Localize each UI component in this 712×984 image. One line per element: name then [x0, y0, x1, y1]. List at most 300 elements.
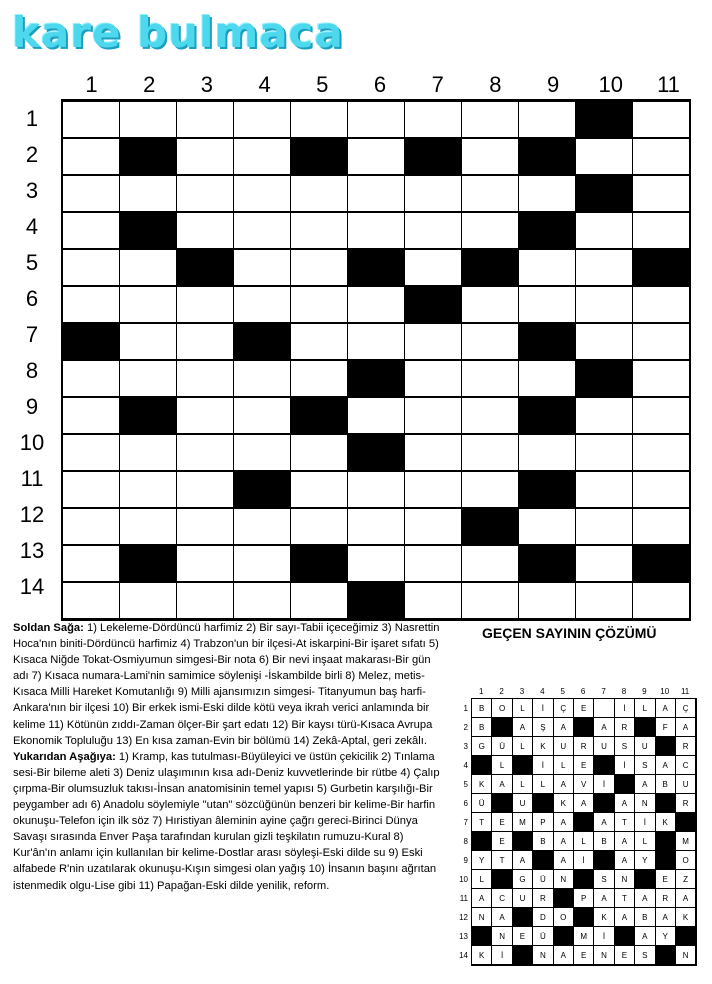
grid-cell[interactable] [177, 176, 233, 211]
across-heading: Soldan Sağa: [13, 622, 84, 634]
grid-cell[interactable] [633, 361, 689, 396]
grid-cell[interactable] [63, 398, 119, 433]
grid-cell[interactable] [177, 287, 233, 322]
grid-cell[interactable] [462, 102, 518, 137]
grid-cell[interactable] [234, 509, 290, 544]
solution-cell: E [615, 946, 635, 965]
row-number: 5 [25, 250, 39, 275]
solution-cell: A [594, 889, 614, 908]
solution-black-cell [656, 737, 676, 756]
crossword-grid[interactable] [61, 99, 691, 621]
grid-cell[interactable] [405, 213, 461, 248]
row-number: 2 [25, 142, 39, 167]
black-cell [348, 583, 404, 618]
grid-cell[interactable] [405, 176, 461, 211]
solution-black-cell [656, 851, 676, 870]
grid-cell[interactable] [405, 509, 461, 544]
solution-black-cell [574, 813, 594, 832]
solution-black-cell [492, 870, 512, 889]
solution-cell: P [574, 889, 594, 908]
solution-cell: S [635, 756, 655, 775]
grid-cell[interactable] [576, 398, 632, 433]
grid-cell[interactable] [291, 176, 347, 211]
solution-cell: A [656, 908, 676, 927]
solution-cell: K [472, 946, 492, 965]
black-cell [348, 361, 404, 396]
grid-row [63, 397, 689, 434]
solution-column-number: 3 [519, 687, 525, 696]
row-number: 11 [20, 466, 44, 491]
grid-cell[interactable] [177, 361, 233, 396]
solution-cell: O [676, 851, 696, 870]
grid-cell[interactable] [120, 102, 176, 137]
grid-cell[interactable] [234, 176, 290, 211]
grid-cell[interactable] [462, 176, 518, 211]
row-number: 4 [25, 214, 39, 239]
black-cell [234, 472, 290, 507]
grid-cell[interactable] [177, 546, 233, 581]
solution-cell: İ [615, 756, 635, 775]
grid-cell[interactable] [576, 472, 632, 507]
solution-column-number: 7 [601, 687, 606, 696]
solution-cell: Ü [533, 927, 553, 946]
row-number: 3 [25, 178, 39, 203]
solution-black-cell [594, 756, 614, 775]
solution-row-number: 12 [459, 913, 468, 922]
grid-cell[interactable] [291, 435, 347, 470]
solution-cell: Ü [533, 870, 553, 889]
logo-title: kare bulmaca [12, 8, 344, 57]
grid-cell[interactable] [405, 546, 461, 581]
grid-cell[interactable] [348, 472, 404, 507]
solution-cell: N [492, 927, 512, 946]
grid-cell[interactable] [234, 250, 290, 285]
grid-cell[interactable] [405, 472, 461, 507]
solution-cell: R [574, 737, 594, 756]
grid-cell[interactable] [120, 324, 176, 359]
black-cell [576, 361, 632, 396]
grid-cell[interactable] [576, 583, 632, 618]
grid-cell[interactable] [63, 102, 119, 137]
solution-cell: A [574, 794, 594, 813]
grid-cell[interactable] [633, 583, 689, 618]
grid-cell[interactable] [576, 435, 632, 470]
solution-cell: T [615, 889, 635, 908]
black-cell [519, 139, 575, 174]
grid-cell[interactable] [63, 361, 119, 396]
grid-cell[interactable] [519, 287, 575, 322]
grid-cell[interactable] [405, 435, 461, 470]
solution-column-number: 1 [478, 687, 484, 696]
grid-cell[interactable] [291, 361, 347, 396]
grid-cell[interactable] [462, 324, 518, 359]
grid-cell[interactable] [576, 287, 632, 322]
grid-cell[interactable] [519, 583, 575, 618]
grid-cell[interactable] [120, 250, 176, 285]
down-clues [13, 749, 445, 894]
solution-cell: K [554, 794, 574, 813]
solution-cell: C [492, 889, 512, 908]
solution-cell: L [472, 870, 492, 889]
grid-row [63, 360, 689, 397]
grid-cell[interactable] [234, 435, 290, 470]
solution-cell: R [676, 737, 696, 756]
solution-cell: N [635, 794, 655, 813]
solution-black-cell [656, 946, 676, 965]
grid-cell[interactable] [633, 324, 689, 359]
grid-cell[interactable] [576, 324, 632, 359]
grid-cell[interactable] [348, 213, 404, 248]
grid-cell[interactable] [633, 213, 689, 248]
solution-cell: Y [472, 851, 492, 870]
solution-black-cell [594, 794, 614, 813]
column-number: 7 [431, 72, 444, 97]
solution-cell: R [615, 718, 635, 737]
grid-cell[interactable] [519, 509, 575, 544]
grid-cell[interactable] [405, 102, 461, 137]
solution-cell: L [513, 737, 533, 756]
grid-cell[interactable] [234, 139, 290, 174]
solution-cell: T [472, 813, 492, 832]
grid-cell[interactable] [462, 472, 518, 507]
solution-cell: İ [533, 756, 553, 775]
grid-cell[interactable] [234, 583, 290, 618]
grid-row [63, 323, 689, 360]
grid-cell[interactable] [348, 102, 404, 137]
solution-cell: E [574, 699, 594, 718]
grid-cell[interactable] [177, 509, 233, 544]
black-cell [519, 472, 575, 507]
black-cell [405, 139, 461, 174]
solution-row-number: 8 [463, 837, 468, 846]
grid-cell[interactable] [120, 509, 176, 544]
solution-cell: E [513, 927, 533, 946]
solution-cell: A [615, 794, 635, 813]
row-number: 7 [25, 322, 39, 347]
solution-black-cell [635, 870, 655, 889]
column-number: 5 [316, 72, 329, 97]
row-number: 1 [25, 106, 39, 131]
across-clues [13, 620, 445, 749]
logo [12, 8, 344, 57]
solution-cell: B [472, 718, 492, 737]
solution-cell: A [676, 718, 696, 737]
solution-cell: L [554, 756, 574, 775]
grid-cell[interactable] [177, 398, 233, 433]
solution-column-number: 9 [642, 687, 647, 696]
down-heading: Yukarıdan Aşağıya: [13, 750, 116, 763]
across-text: 1) Lekeleme-Dördüncü harfimiz 2) Bir sayı-Tabii içeceğimiz 3) Nasrettin Hoca'nın biniti-Dördüncü harfimiz 4) Trabzon'un bir ilçesi-At iskarpini-Bir işaret sıfatı 5) Kısaca Niğde Tokat-Osmiyumun simgesi-Bir nota 6) Bir nevi inşaat makarası-Bir gün adı 7) Kısaca numara-Lami'nin samimice söylenişi -İskambilde birli 8) Melez, metis-Kısaca Milli Hareket Komutanlığı 9) Milli ajansımızın simgesi- Titanyumun baş harfi-Ankara'nın bir ilçesi 10) Bir erkek ismi-Eski dilde kötü veya ikrah verici anlamında bir kelime 11) Kötünün zıddı-Zaman ölçer-Bir şart edatı 12) Bir kaysı türü-Kısaca Avrupa Ekonomik Topluluğu 13) En kısa zaman-Evin bir bölümü 14) Zekâ-Aptal, geri zekâlı. [13, 622, 440, 747]
grid-cell[interactable] [291, 583, 347, 618]
solution-row-number: 7 [463, 818, 468, 827]
solution-cell: Ş [533, 718, 553, 737]
grid-cell[interactable] [63, 435, 119, 470]
grid-cell[interactable] [291, 472, 347, 507]
grid-cell[interactable] [633, 398, 689, 433]
grid-cell[interactable] [291, 102, 347, 137]
grid-cell[interactable] [291, 287, 347, 322]
grid-row [63, 545, 689, 582]
solution-cell: L [513, 699, 533, 718]
black-cell [462, 509, 518, 544]
grid-cell[interactable] [576, 213, 632, 248]
grid-cell[interactable] [120, 583, 176, 618]
black-cell [120, 139, 176, 174]
grid-cell[interactable] [462, 398, 518, 433]
column-number: 8 [489, 72, 502, 97]
black-cell [291, 139, 347, 174]
row-number: 10 [19, 430, 45, 455]
grid-cell[interactable] [462, 361, 518, 396]
solution-cell: B [635, 908, 655, 927]
solution-cell: E [656, 870, 676, 889]
grid-cell[interactable] [462, 213, 518, 248]
grid-cell[interactable] [519, 435, 575, 470]
grid-cell[interactable] [348, 509, 404, 544]
column-number: 10 [598, 72, 624, 97]
grid-cell[interactable] [462, 139, 518, 174]
grid-cell[interactable] [120, 287, 176, 322]
grid-cell[interactable] [177, 583, 233, 618]
solution-black-cell [615, 775, 635, 794]
grid-cell[interactable] [405, 250, 461, 285]
grid-cell[interactable] [63, 583, 119, 618]
grid-cell[interactable] [234, 102, 290, 137]
grid-cell[interactable] [462, 546, 518, 581]
solution-row-number: 3 [463, 742, 468, 751]
solution-cell: K [533, 737, 553, 756]
solution-black-cell [656, 832, 676, 851]
solution-column-number: 5 [560, 687, 565, 696]
grid-cell[interactable] [177, 102, 233, 137]
solution-cell: S [615, 737, 635, 756]
solution-black-cell [574, 870, 594, 889]
black-cell [291, 546, 347, 581]
row-number: 9 [25, 394, 39, 419]
grid-cell[interactable] [462, 287, 518, 322]
solution-cell: N [615, 870, 635, 889]
solution-cell: T [492, 851, 512, 870]
grid-cell[interactable] [63, 250, 119, 285]
grid-cell[interactable] [576, 509, 632, 544]
solution-row-number: 5 [463, 780, 468, 789]
grid-cell[interactable] [633, 287, 689, 322]
grid-cell[interactable] [348, 139, 404, 174]
solution-cell [594, 699, 614, 718]
grid-cell[interactable] [234, 546, 290, 581]
solution-cell: M [574, 927, 594, 946]
solution-row [463, 851, 696, 870]
solution-cell: Y [656, 927, 676, 946]
solution-column-number: 11 [680, 687, 690, 696]
black-cell [576, 176, 632, 211]
solution-cell: L [533, 775, 553, 794]
solution-cell: R [533, 889, 553, 908]
grid-cell[interactable] [234, 213, 290, 248]
solution-cell: A [635, 889, 655, 908]
grid-cell[interactable] [633, 139, 689, 174]
row-number: 12 [19, 502, 45, 527]
down-text: 1) Kramp, kas tutulması-Büyüleyici ve üstün çekicilik 2) Tınlama sesi-Bir bileme aleti 3) Deniz ulaşımının kısa adı-Deniz kuvvetlerinde bir rütbe 4) Çalıp çırpma-Bir olumsuzluk takısı-İnsan anatomisinin temel yapısı 5) Gurbetin karşılığı-Bir peygamber adı 6) Anadolu söylemiyle "utan" sözcüğünün benzeri bir kelime-Bir harfin okunuşu-Telefon için ilk söz 7) Hıristiyan âleminin ayine çağrı gereci-Birinci Dünya Savaşı sırasında Enver Paşa tarafından kurulan gizli teşkilatın rumuzu-Kural 8) Kur'ân'ın anlamı için kullanılan bir kelime-Dostlar arası söyleşi-Eski dilde su 9) Eski alfabede R'nin uzatılarak okunuşu-Kışın simgesi olan yağış 10) İnsanın başını ağrıtan istenmedik olgu-Lise gibi 11) Papağan-Eski dilde yenilik, reform. [13, 750, 440, 892]
solution-black-cell [513, 832, 533, 851]
grid-cell[interactable] [519, 176, 575, 211]
solution-cell: E [574, 756, 594, 775]
solution-black-cell [676, 927, 696, 946]
solution-black-cell [554, 889, 574, 908]
solution-grid [459, 698, 697, 966]
grid-cell[interactable] [633, 435, 689, 470]
solution-cell: İ [594, 927, 614, 946]
grid-row [63, 434, 689, 471]
black-cell [291, 398, 347, 433]
solution-column-number: 2 [499, 687, 504, 696]
grid-cell[interactable] [519, 250, 575, 285]
grid-cell[interactable] [462, 435, 518, 470]
solution-black-cell [533, 851, 553, 870]
grid-cell[interactable] [120, 472, 176, 507]
grid-cell[interactable] [576, 139, 632, 174]
grid-cell[interactable] [519, 361, 575, 396]
solution-cell: K [594, 908, 614, 927]
grid-cell[interactable] [120, 176, 176, 211]
solution-cell: P [533, 813, 553, 832]
grid-cell[interactable] [519, 102, 575, 137]
grid-cell[interactable] [63, 213, 119, 248]
grid-cell[interactable] [348, 287, 404, 322]
black-cell [120, 213, 176, 248]
grid-row [63, 582, 689, 619]
solution-cell: A [615, 908, 635, 927]
row-number: 6 [25, 286, 39, 311]
grid-cell[interactable] [63, 472, 119, 507]
solution-column-numbers [471, 687, 695, 696]
solution-row [459, 889, 696, 908]
solution-cell: A [594, 813, 614, 832]
solution-cell: V [574, 775, 594, 794]
grid-cell[interactable] [348, 324, 404, 359]
row-number: 8 [25, 358, 39, 383]
solution-cell: A [554, 851, 574, 870]
grid-cell[interactable] [234, 398, 290, 433]
solution-black-cell [656, 794, 676, 813]
grid-cell[interactable] [63, 546, 119, 581]
black-cell [633, 250, 689, 285]
solution-cell: Ç [554, 699, 574, 718]
grid-cell[interactable] [291, 324, 347, 359]
solution-row-number: 10 [459, 875, 468, 884]
solution-cell: İ [635, 813, 655, 832]
grid-cell[interactable] [348, 398, 404, 433]
grid-row [63, 101, 689, 138]
solution-cell: L [574, 832, 594, 851]
solution-cell: L [513, 775, 533, 794]
grid-cell[interactable] [234, 287, 290, 322]
solution-cell: E [492, 832, 512, 851]
solution-black-cell [554, 927, 574, 946]
solution-cell: Y [635, 851, 655, 870]
grid-cell[interactable] [234, 361, 290, 396]
grid-cell[interactable] [633, 176, 689, 211]
grid-cell[interactable] [462, 583, 518, 618]
solution-title: GEÇEN SAYININ ÇÖZÜMÜ [482, 625, 657, 641]
grid-cell[interactable] [405, 361, 461, 396]
grid-cell[interactable] [633, 472, 689, 507]
grid-cell[interactable] [291, 509, 347, 544]
solution-cell: U [554, 737, 574, 756]
grid-cell[interactable] [633, 509, 689, 544]
grid-cell[interactable] [405, 398, 461, 433]
grid-cell[interactable] [348, 176, 404, 211]
solution-row-number: 11 [459, 894, 468, 903]
solution-cell: İ [615, 699, 635, 718]
solution-cell: A [656, 756, 676, 775]
black-cell [633, 546, 689, 581]
row-number: 13 [19, 538, 45, 563]
solution-cell: N [533, 946, 553, 965]
solution-cell: T [615, 813, 635, 832]
grid-row [63, 249, 689, 286]
grid-cell[interactable] [576, 546, 632, 581]
solution-cell: A [615, 832, 635, 851]
solution-cell: M [676, 832, 696, 851]
grid-cell[interactable] [633, 102, 689, 137]
grid-cell[interactable] [177, 324, 233, 359]
solution-row [463, 794, 696, 813]
grid-cell[interactable] [177, 435, 233, 470]
solution-row [463, 813, 696, 832]
solution-cell: A [635, 927, 655, 946]
grid-cell[interactable] [291, 250, 347, 285]
solution-cell: N [594, 946, 614, 965]
black-cell [519, 324, 575, 359]
solution-cell: C [676, 756, 696, 775]
grid-cell[interactable] [405, 583, 461, 618]
solution-cell: N [554, 870, 574, 889]
grid-cell[interactable] [405, 324, 461, 359]
black-cell [120, 398, 176, 433]
grid-row [63, 471, 689, 508]
solution-cell: R [676, 794, 696, 813]
solution-black-cell [635, 718, 655, 737]
solution-black-cell [492, 718, 512, 737]
grid-cell[interactable] [120, 361, 176, 396]
solution-cell: A [554, 832, 574, 851]
grid-cell[interactable] [576, 250, 632, 285]
solution-cell: K [676, 908, 696, 927]
grid-cell[interactable] [348, 546, 404, 581]
solution-cell: A [513, 718, 533, 737]
column-number: 4 [258, 72, 271, 97]
solution-cell: A [554, 775, 574, 794]
solution-black-cell [615, 927, 635, 946]
grid-cell[interactable] [177, 472, 233, 507]
grid-cell[interactable] [120, 435, 176, 470]
grid-cell[interactable] [63, 139, 119, 174]
solution-row-number: 9 [463, 856, 468, 865]
grid-cell[interactable] [291, 213, 347, 248]
solution-cell: A [492, 908, 512, 927]
solution-black-cell [513, 946, 533, 965]
solution-cell: A [492, 775, 512, 794]
grid-cell[interactable] [177, 213, 233, 248]
grid-cell[interactable] [63, 509, 119, 544]
solution-row [463, 775, 696, 794]
grid-cell[interactable] [177, 139, 233, 174]
grid-cell[interactable] [63, 176, 119, 211]
solution-black-cell [574, 908, 594, 927]
solution-cell: A [554, 813, 574, 832]
grid-cell[interactable] [63, 287, 119, 322]
